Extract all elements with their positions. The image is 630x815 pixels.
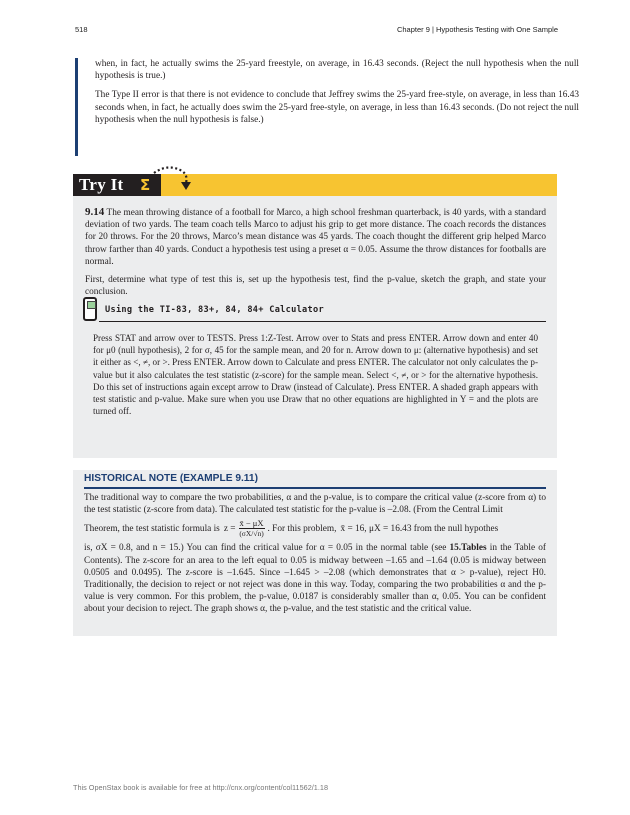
calculator-instructions: Press STAT and arrow over to TESTS. Press 1:Z-Test. Arrow over to Stats and press ENTER. Arrow down and enter 40 for μ0 (null hypothesis), 2 for σ, 45 for the sample mean, and 20 for n. Arrow down to μ: (alternative hypothesis) and set it either as <, ≠, or >. Press ENTER. Arrow down to Calculate and press ENTER. The calculator not only calculates the p-value but it also calculates the test statistic (z-score) for the sample mean. Select <, ≠, or > for the alternative hypothesis. Do this set of instructions again except arrow to Draw (instead of Calculate). Press ENTER. A shaded graph appears with test statistic and p-value. Make sure when you use Draw that no other equations are highlighted in Y = and the plots are turned off. xyxy=(93,333,538,417)
calculator-heading: Using the TI-83, 83+, 84, 84+ Calculator xyxy=(105,305,324,315)
historical-note-body xyxy=(84,492,546,616)
historical-conclusion: is, σX = 0.8, and n = 15.) You can find the critical value for α = 0.05 in the normal table (see 15.Tables in the Table of Contents). The z-score for an area to the left equal to 0.05 is midway between –1.65 and –1.64 (0.05 is midway between 0.0505 and 0.0495). The z-score is –1.645. Since –1.645 > –2.08 (which demonstrates that α > p-value), reject H0. Traditionally, the decision to reject or not reject was done in this way. Today, comparing the two probabilities α and the p-value is very common. For this problem, the p-value, 0.0187 is considerably smaller than α, 0.05. You can be confident about your decision to reject. The graph shows α, the p-value, and the test statistic and the critical value. xyxy=(84,543,546,615)
solution-continuation xyxy=(75,58,579,156)
test-statistic-formula: $\frac{x̄ - \mu X}{(\sigma X/√n)}$ xyxy=(239,518,264,539)
sigma-icon: Σ xyxy=(140,176,151,194)
chapter-header: Chapter 9 | Hypothesis Testing with One Sample xyxy=(396,25,558,34)
formula-z: z = xyxy=(223,523,236,534)
historical-note-divider xyxy=(84,487,546,489)
type-ii-error-text: The Type II error is that there is not evidence to conclude that Jeffrey swims the 25-yard free-style, on average, in less than 16.43 seconds when, in fact, he actually does swim the 25-yard free-style, on average, in less than 16.43 seconds. (Do not reject the null hypothesis when the null hypothesis is false.) xyxy=(95,90,579,125)
try-it-label: Try It xyxy=(79,175,124,194)
calculator-icon xyxy=(83,297,97,321)
example-instructions: First, determine what type of test this is, set up the hypothesis test, find the p-value, sketch the graph, and state your conclusion. xyxy=(85,275,546,298)
example-number: 9.14 xyxy=(85,206,105,218)
dotted-arrow-icon xyxy=(150,165,194,195)
type-i-error-text: when, in fact, he actually swims the 25-yard freestyle, on average, in 16.43 seconds. (Reject the null hypothesis when the null hypothesis is true.) xyxy=(95,59,579,82)
historical-note-title: HISTORICAL NOTE (EXAMPLE 9.11) xyxy=(84,473,258,484)
test-statistic-formula-line: Theorem, the test statistic formula is z = $\frac{x̄ - \mu X}{(\sigma X/√n)}$ . For this problem, x̄ = 16, μX = 16.43 from the null hypothes xyxy=(84,518,499,539)
example-text xyxy=(85,206,546,304)
historical-line-1: The traditional way to compare the two probabilities, α and the p-value, is to compare the critical value (z-score from α) to the test statistic (z-score from data). The calculated test statistic for the p-value is –2.08. (From the Central Limit xyxy=(84,493,546,516)
example-problem: The mean throwing distance of a football for Marco, a high school freshman quarterback, is 40 yards, with a standard deviation of two yards. The team coach tells Marco to adjust his grip to get more distance. The coach records the distances for 20 throws. For the 20 throws, Marco’s mean distance was 45 yards. The coach thought the different grip helped Marco throw farther than 40 yards. Conduct a hypothesis test using a preset α = 0.05. Assume the throw distances for footballs are normal. xyxy=(85,208,546,267)
footer-note: This OpenStax book is available for free at http://cnx.org/content/col11562/1.18 xyxy=(73,783,329,792)
tables-reference-link[interactable]: 15.Tables xyxy=(449,543,487,554)
calculator-divider xyxy=(99,321,546,322)
page-number: 518 xyxy=(75,25,88,34)
